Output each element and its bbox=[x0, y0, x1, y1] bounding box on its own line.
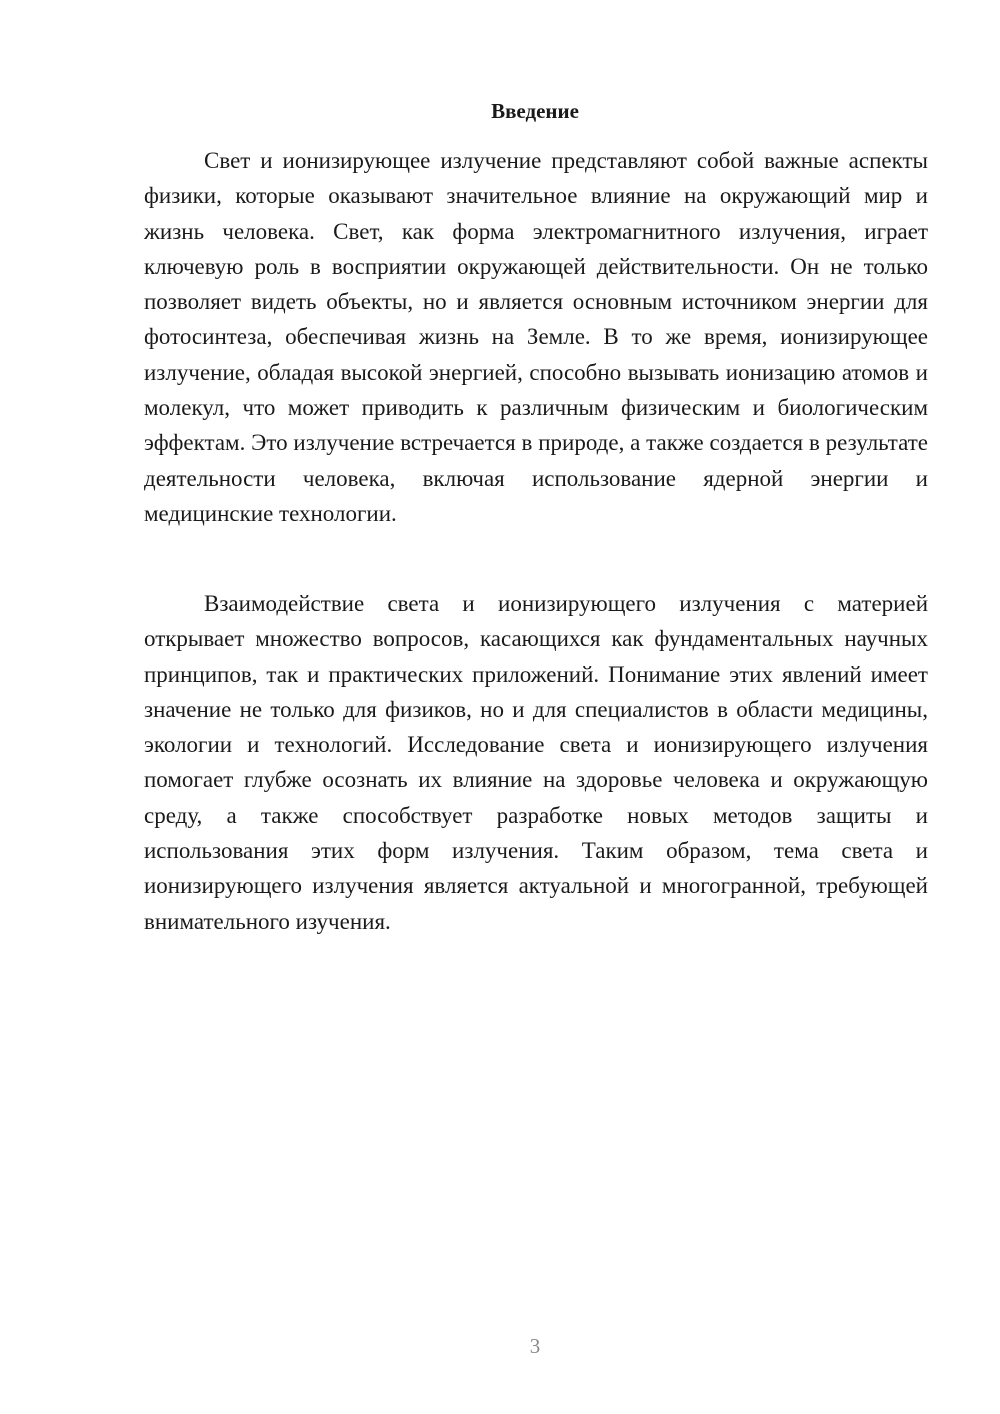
paragraph-2-block bbox=[144, 586, 928, 939]
section-heading: Введение bbox=[491, 99, 579, 123]
paragraph-1: Свет и ионизирующее излучение представляют собой важные аспекты физики, которые оказывают значительное влияние на окружающий мир и жизнь человека. Свет, как форма электромагнитного излучения, играет ключевую роль в восприятии окружающей действительности. Он не только позволяет видеть объекты, но и является основным источником энергии для фотосинтеза, обеспечивая жизнь на Земле. В то же время, ионизирующее излучение, обладая высокой энергией, способно вызывать ионизацию атомов и молекул, что может приводить к различным физическим и биологическим эффектам. Это излучение встречается в природе, а также создается в результате деятельности человека, включая использование ядерной энергии и медицинские технологии. bbox=[144, 148, 928, 526]
paragraph-1-block bbox=[144, 143, 928, 531]
page-number: 3 bbox=[529, 1334, 541, 1358]
paragraph-2: Взаимодействие света и ионизирующего излучения с материей открывает множество вопросов, касающихся как фундаментальных научных принципов, так и практических приложений. Понимание этих явлений имеет значение не только для физиков, но и для специалистов в области медицины, экологии и технологий. Исследование света и ионизирующего излучения помогает глубже осознать их влияние на здоровье человека и окружающую среду, а также способствует разработке новых методов защиты и использования этих форм излучения. Таким образом, тема света и ионизирующего излучения является актуальной и многогранной, требующей внимательного изучения. bbox=[144, 591, 928, 934]
